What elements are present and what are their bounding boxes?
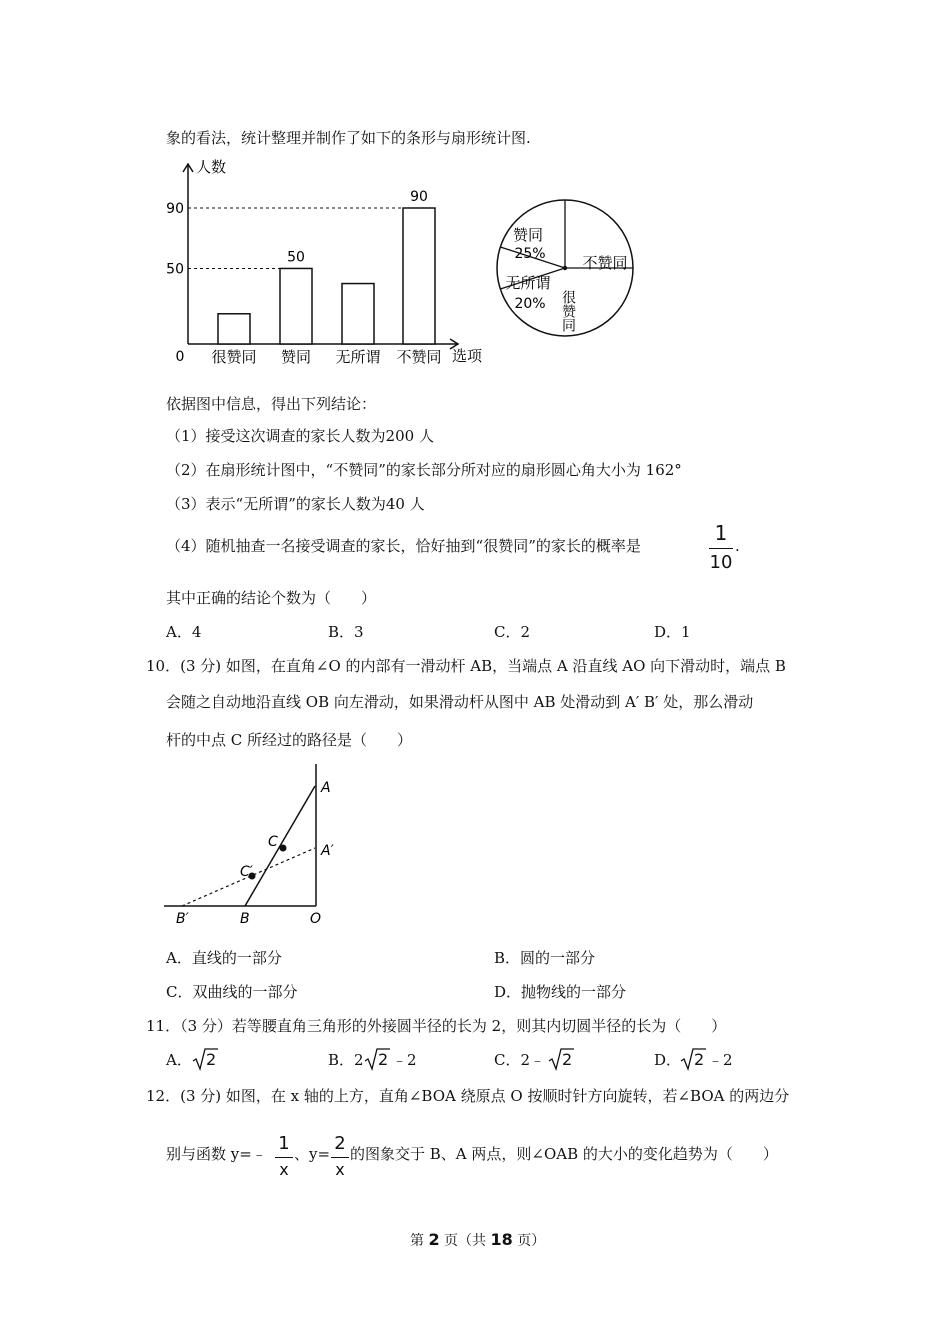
q9-fraction-denominator: 10 <box>709 552 733 573</box>
label-c-prime: C′ <box>240 864 253 880</box>
bar-chart <box>160 152 490 372</box>
footer-pre: 第 <box>410 1233 424 1249</box>
q10-line-2: 会随之自动地沿直线 OB 向左滑动，如果滑动杆从图中 AB 处滑动到 A′ B′ 处，那么滑动 <box>166 693 754 711</box>
q11-option-b-radicand: 2 <box>378 1050 389 1069</box>
x-tick-label: 不赞同 <box>396 348 442 366</box>
footer-page-number: 2 <box>428 1230 440 1249</box>
point-c <box>280 845 287 852</box>
x-tick-label: 很赞同 <box>211 348 257 366</box>
page-footer <box>410 1230 545 1250</box>
footer-mid: 页（共 <box>444 1233 487 1249</box>
q11-option-a[interactable]: A． <box>166 1051 192 1069</box>
pie-label-wusuowei-pct: 20% <box>514 296 546 312</box>
q11-option-d[interactable]: D． <box>654 1051 682 1069</box>
pie-label-buzantong: 不赞同 <box>582 254 628 272</box>
q11-option-b[interactable]: B．2 <box>328 1051 364 1069</box>
q9-lead: 依据图中信息，得出下列结论： <box>166 395 377 413</box>
q9-option-b[interactable]: B．3 <box>328 623 364 641</box>
y-axis-label: 人数 <box>196 158 227 176</box>
q9-statement-3: （3）表示“无所谓”的家长人数为40 人 <box>166 495 425 513</box>
rod-ab <box>245 786 315 906</box>
pie-chart <box>492 198 642 348</box>
bar <box>280 268 312 344</box>
pie-label-zantong-pct: 25% <box>514 246 546 262</box>
q9-fraction-bar <box>709 548 733 549</box>
q11-option-a-radicand: 2 <box>206 1050 217 1069</box>
q10-option-a[interactable]: A．直线的一部分 <box>166 949 282 967</box>
q12-fraction1-numerator: 1 <box>278 1133 290 1154</box>
q12-line-2b: 、y= <box>294 1145 331 1163</box>
data-label: 50 <box>287 249 305 266</box>
q12-fraction2-numerator: 2 <box>334 1133 346 1154</box>
q11-option-c[interactable]: C．2﹣ <box>494 1051 546 1069</box>
label-a: A <box>321 780 331 796</box>
q9-fraction-numerator: 1 <box>714 521 728 545</box>
q9-statement-4: （4）随机抽查一名接受调查的家长，恰好抽到“很赞同”的家长的概率是 <box>166 537 641 555</box>
bar <box>218 314 250 344</box>
footer-post: 页） <box>517 1233 546 1249</box>
y-tick-label: 50 <box>166 261 184 278</box>
q11-option-d-end: ﹣2 <box>708 1051 733 1069</box>
intro-text: 象的看法，统计整理并制作了如下的条形与扇形统计图. <box>166 129 531 147</box>
label-o: O <box>310 911 322 927</box>
q12-line-2a: 别与函数 y=﹣ <box>166 1145 267 1163</box>
q12-fraction1-denominator: x <box>279 1160 289 1179</box>
sliding-rod-figure <box>160 758 360 928</box>
x-axis-label: 选项 <box>452 347 483 365</box>
label-b: B <box>240 911 250 927</box>
q12-fraction2-bar <box>331 1157 349 1158</box>
footer-total-pages: 18 <box>490 1230 513 1249</box>
q9-statement-1: （1）接受这次调查的家长人数为200 人 <box>166 427 434 445</box>
pie-center-dot <box>563 266 567 270</box>
q12-line-2c: 的图象交于 B、A 两点，则∠OAB 的大小的变化趋势为（ ） <box>350 1145 778 1163</box>
q10-line-1: 10．(3 分) 如图，在直角∠O 的内部有一滑动杆 AB，当端点 A 沿直线 AO 向下滑动时，端点 B <box>146 657 786 675</box>
pie-label-zantong: 赞同 <box>512 226 544 244</box>
q10-option-d[interactable]: D．抛物线的一部分 <box>494 983 627 1001</box>
q11-option-b-end: ﹣2 <box>392 1051 417 1069</box>
origin-label: 0 <box>175 349 185 365</box>
bar <box>342 284 374 344</box>
label-c: C <box>268 834 278 850</box>
x-tick-label: 无所谓 <box>335 348 381 366</box>
q10-option-c[interactable]: C．双曲线的一部分 <box>166 983 298 1001</box>
q11-option-d-radicand: 2 <box>694 1050 705 1069</box>
q12-fraction2-denominator: x <box>335 1160 345 1179</box>
label-a-prime: A′ <box>321 843 334 859</box>
bar <box>403 208 435 344</box>
q9-statement-4-end: . <box>735 537 740 555</box>
q10-line-3: 杆的中点 C 所经过的路径是（ ） <box>166 731 413 749</box>
q9-option-a[interactable]: A．4 <box>166 623 202 641</box>
q11-line-1: 11．（3 分）若等腰直角三角形的外接圆半径的长为 2，则其内切圆半径的长为（ ） <box>146 1017 727 1035</box>
x-tick-label: 赞同 <box>280 348 312 366</box>
q9-option-d[interactable]: D．1 <box>654 623 691 641</box>
label-b-prime: B′ <box>176 911 189 927</box>
q9-statement-2: （2）在扇形统计图中，“不赞同”的家长部分所对应的扇形圆心角大小为 162° <box>166 461 682 479</box>
q11-option-c-radicand: 2 <box>562 1050 573 1069</box>
q10-option-b[interactable]: B．圆的一部分 <box>494 949 596 967</box>
pie-label-henzantong: 很赞同 <box>560 290 576 332</box>
q9-question: 其中正确的结论个数为（ ） <box>166 589 377 607</box>
y-tick-label: 90 <box>166 201 184 217</box>
pie-label-wusuowei: 无所谓 <box>505 274 551 292</box>
q12-line-1: 12．(3 分) 如图，在 x 轴的上方，直角∠BOA 绕原点 O 按顺时针方向旋转，若∠BOA 的两边分 <box>146 1087 790 1105</box>
q9-option-c[interactable]: C．2 <box>494 623 531 641</box>
q12-fraction1-bar <box>275 1157 293 1158</box>
data-label: 90 <box>410 189 428 205</box>
